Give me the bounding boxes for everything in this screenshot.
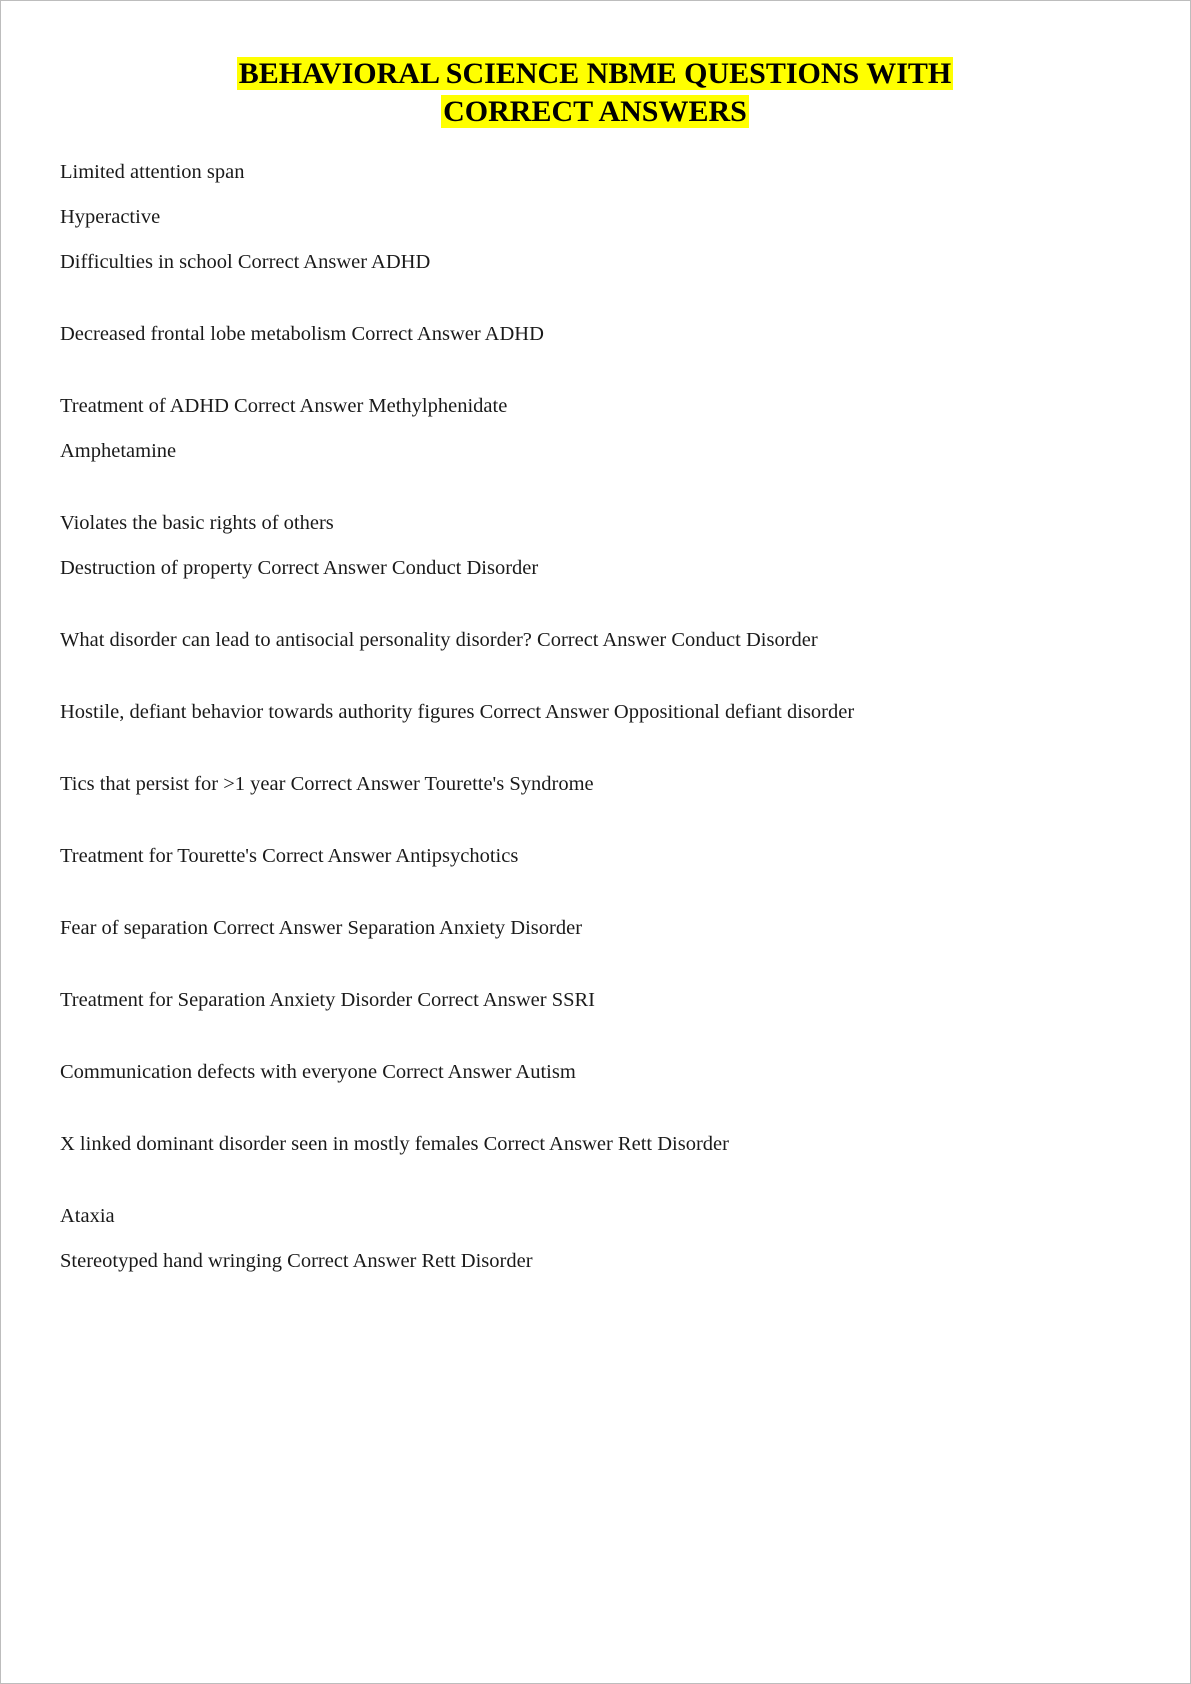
document-line: Violates the basic rights of others	[60, 512, 334, 534]
page-title	[120, 55, 1070, 131]
paragraph-spacer	[60, 652, 1060, 700]
document-line: Hostile, defiant behavior towards authority figures Correct Answer Oppositional defiant disorder	[60, 701, 855, 723]
document-line: Amphetamine	[60, 440, 177, 462]
document-body	[60, 160, 1060, 1273]
line-spacer	[60, 535, 1060, 556]
line-spacer	[60, 1228, 1060, 1249]
paragraph-spacer	[60, 463, 1060, 511]
page-title-line-2: CORRECT ANSWERS	[443, 95, 747, 128]
paragraph-spacer	[60, 724, 1060, 772]
document-line: Limited attention span	[60, 161, 245, 183]
document-line: Difficulties in school Correct Answer ADHD	[60, 251, 431, 273]
line-spacer	[60, 184, 1060, 205]
paragraph-spacer	[60, 796, 1060, 844]
document-line: Treatment of ADHD Correct Answer Methylphenidate	[60, 395, 508, 417]
document-line: Treatment for Separation Anxiety Disorder Correct Answer SSRI	[60, 989, 596, 1011]
paragraph-spacer	[60, 346, 1060, 394]
paragraph-spacer	[60, 1156, 1060, 1204]
paragraph-spacer	[60, 274, 1060, 322]
document-line: Hyperactive	[60, 206, 161, 228]
line-spacer	[60, 229, 1060, 250]
document-line: Stereotyped hand wringing Correct Answer Rett Disorder	[60, 1250, 533, 1272]
paragraph-spacer	[60, 580, 1060, 628]
document-line: X linked dominant disorder seen in mostly females Correct Answer Rett Disorder	[60, 1133, 729, 1155]
document-line: Fear of separation Correct Answer Separation Anxiety Disorder	[60, 917, 583, 939]
paragraph-spacer	[60, 868, 1060, 916]
paragraph-spacer	[60, 1012, 1060, 1060]
line-spacer	[60, 418, 1060, 439]
document-line: Treatment for Tourette's Correct Answer Antipsychotics	[60, 845, 519, 867]
paragraph-spacer	[60, 1084, 1060, 1132]
document-line: Communication defects with everyone Correct Answer Autism	[60, 1061, 576, 1083]
document-line: Destruction of property Correct Answer Conduct Disorder	[60, 557, 539, 579]
page-title-line-1: BEHAVIORAL SCIENCE NBME QUESTIONS WITH	[238, 57, 952, 90]
paragraph-spacer	[60, 940, 1060, 988]
document-line: Tics that persist for >1 year Correct Answer Tourette's Syndrome	[60, 773, 594, 795]
document-line: Decreased frontal lobe metabolism Correct Answer ADHD	[60, 323, 544, 345]
document-line: What disorder can lead to antisocial personality disorder? Correct Answer Conduct Disorder	[60, 629, 818, 651]
document-line: Ataxia	[60, 1205, 115, 1227]
